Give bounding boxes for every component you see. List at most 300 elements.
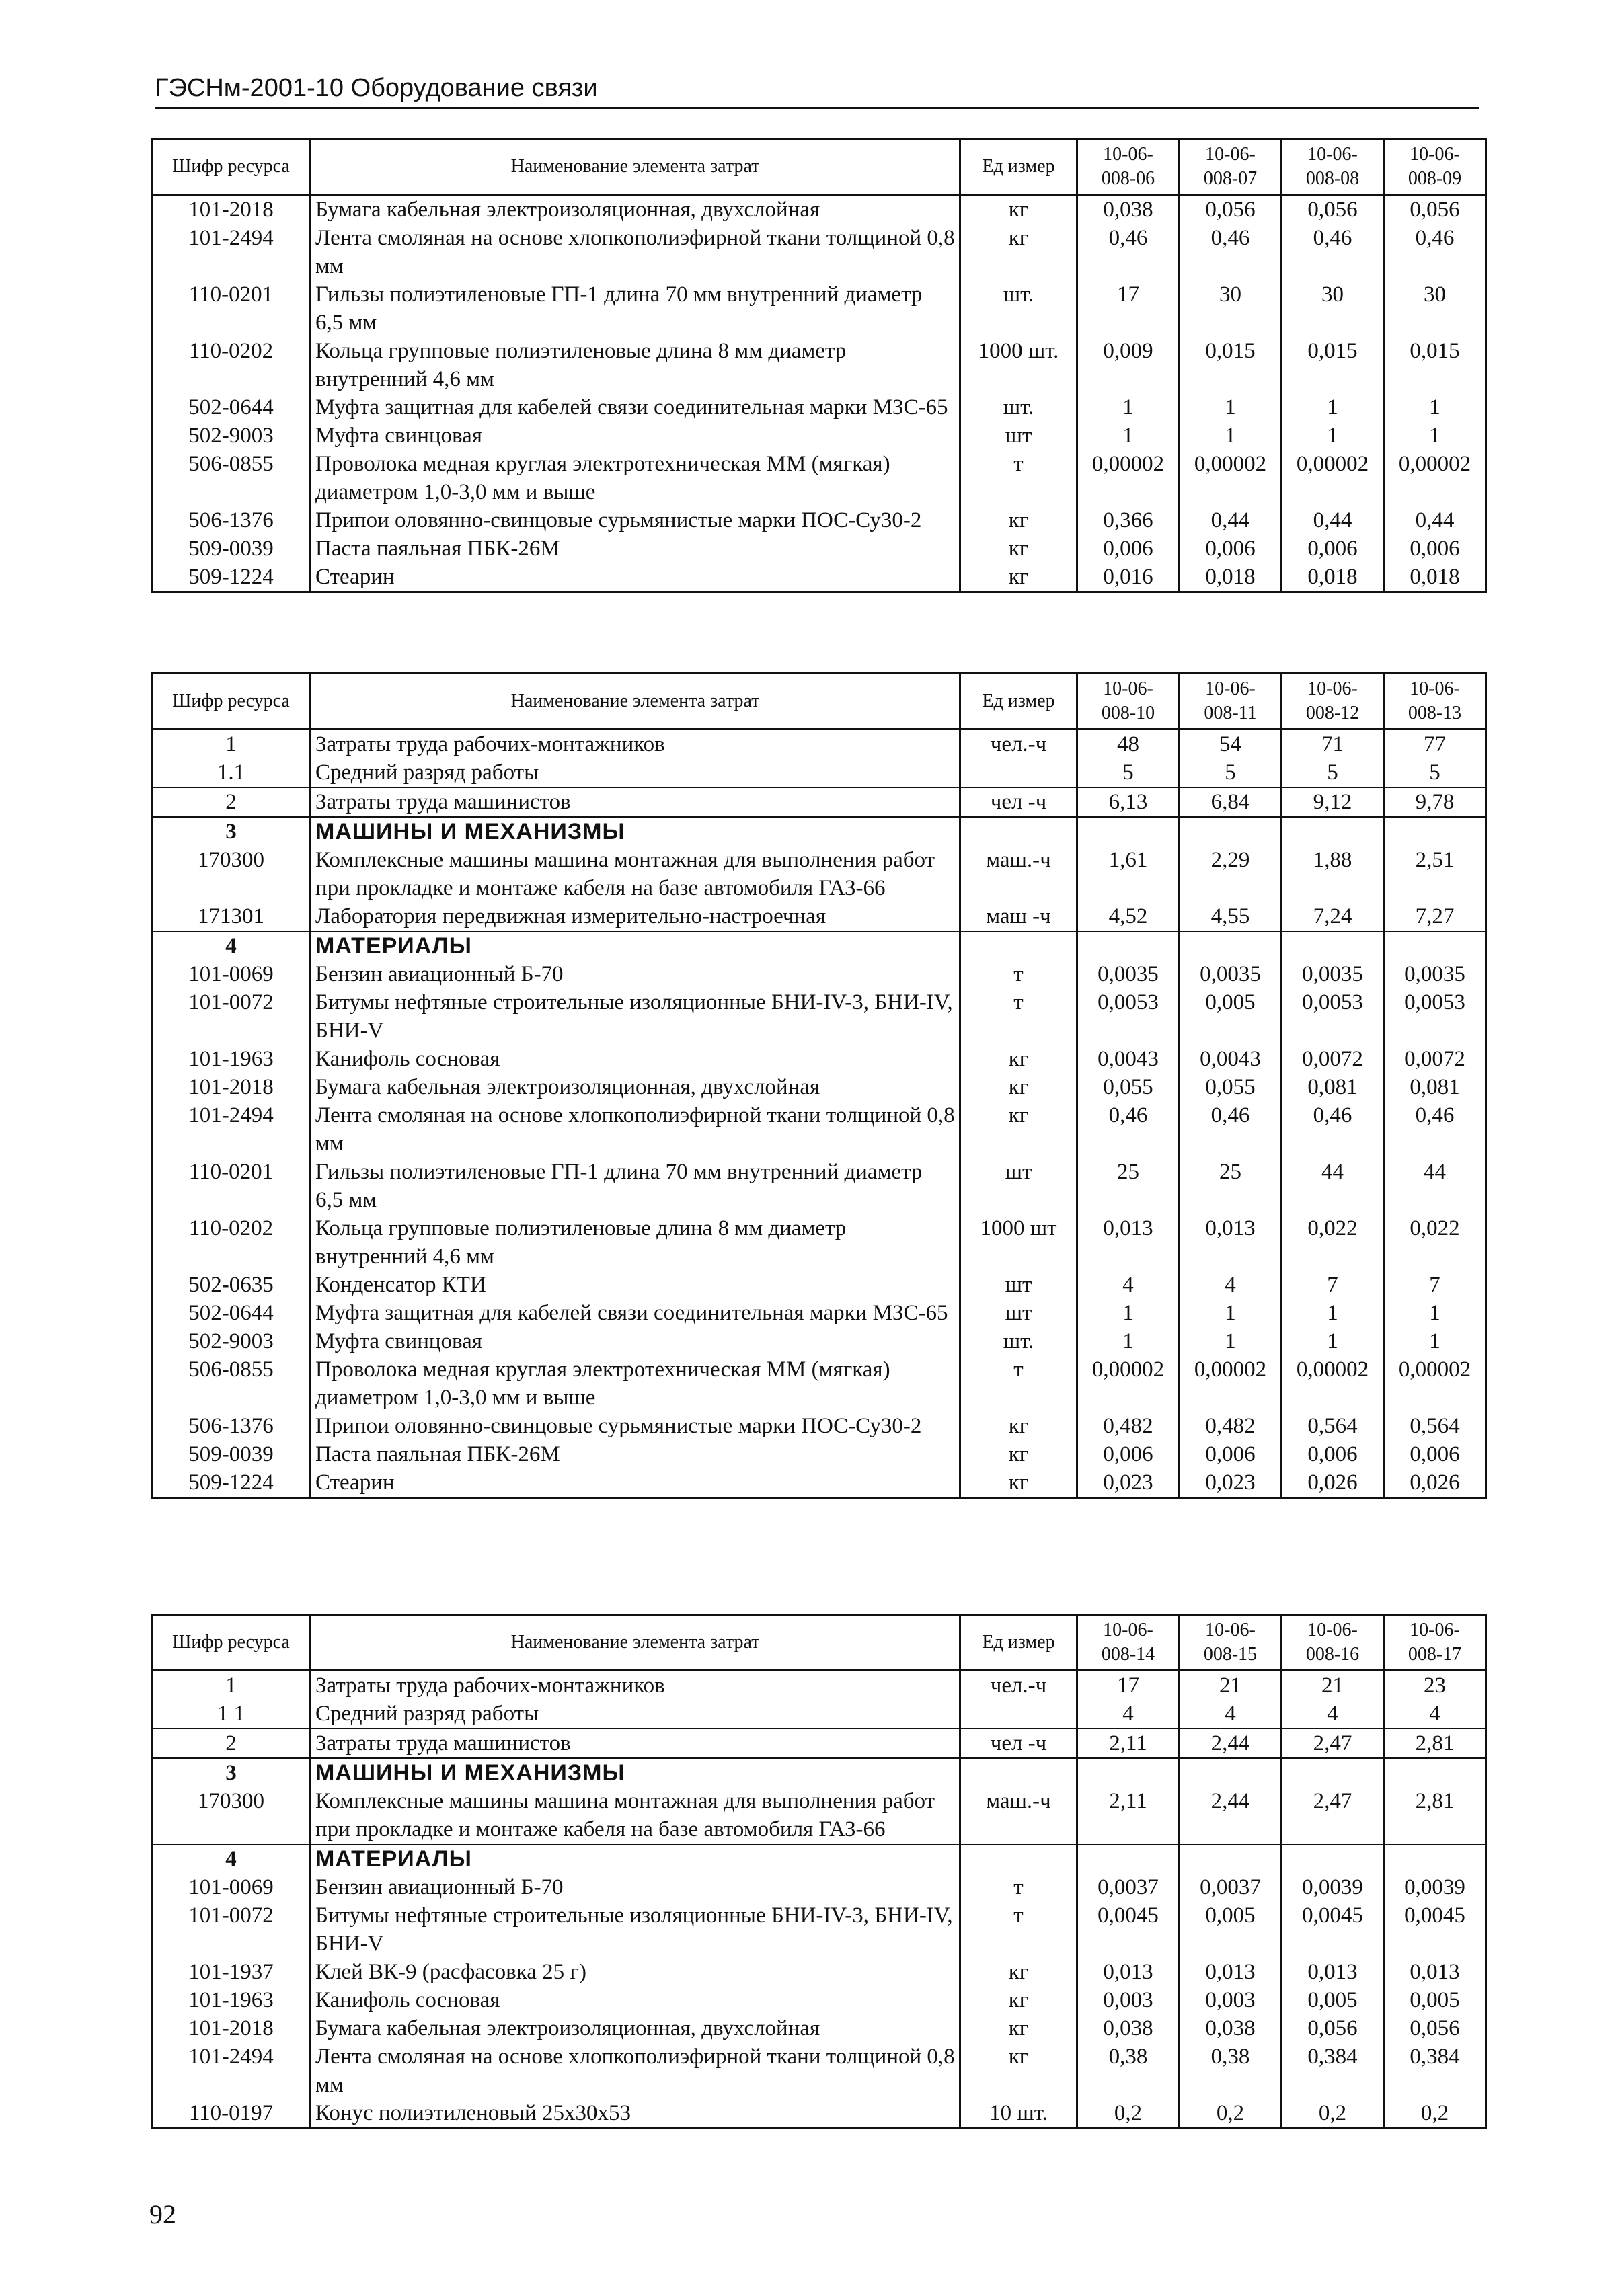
value-cell: 1 <box>1180 422 1282 450</box>
value-cell: 0,44 <box>1180 506 1282 535</box>
unit-cell: т <box>960 1873 1077 1901</box>
value-cell: 0,055 <box>1077 1073 1180 1101</box>
unit-cell: кг <box>960 1986 1077 2014</box>
resource-name: Битумы нефтяные строительные изоляционные БНИ-IV-3, БНИ-IV, БНИ-V <box>311 988 960 1045</box>
value-cell: 4 <box>1282 1700 1384 1729</box>
resource-code: 101-2494 <box>152 224 311 280</box>
resource-name: Битумы нефтяные строительные изоляционные БНИ-IV-3, БНИ-IV, БНИ-V <box>311 1901 960 1958</box>
value-cell: 4 <box>1077 1271 1180 1299</box>
value-cell: 2,11 <box>1077 1729 1180 1758</box>
value-cell: 4,52 <box>1077 902 1180 931</box>
resource-name: МАШИНЫ И МЕХАНИЗМЫ <box>311 1758 960 1787</box>
value-cell: 0,0072 <box>1282 1045 1384 1073</box>
table-row <box>152 846 1486 902</box>
resource-code: 110-0202 <box>152 1214 311 1271</box>
unit-cell: т <box>960 988 1077 1045</box>
unit-cell: шт <box>960 1299 1077 1327</box>
value-cell: 0,0045 <box>1282 1901 1384 1958</box>
unit-cell: кг <box>960 195 1077 225</box>
value-cell: 0,384 <box>1282 2043 1384 2099</box>
header-norm-code: 10-06- 008-14 <box>1077 1615 1180 1671</box>
value-cell: 1 <box>1077 1327 1180 1355</box>
value-cell: 0,46 <box>1384 1101 1486 1158</box>
resource-name: Паста паяльная ПБК-26М <box>311 1440 960 1468</box>
value-cell: 1 <box>1282 422 1384 450</box>
table-row <box>152 1299 1486 1327</box>
resource-code: 101-2018 <box>152 2014 311 2043</box>
resource-name: Бумага кабельная электроизоляционная, двухслойная <box>311 2014 960 2043</box>
value-cell: 9,12 <box>1282 787 1384 817</box>
table-row <box>152 1440 1486 1468</box>
header-norm-code: 10-06- 008-07 <box>1180 139 1282 195</box>
value-cell: 77 <box>1384 729 1486 759</box>
resource-name: Лента смоляная на основе хлопкополиэфирной ткани толщиной 0,8 мм <box>311 2043 960 2099</box>
value-cell: 0,46 <box>1077 224 1180 280</box>
value-cell: 0,023 <box>1077 1468 1180 1498</box>
value-cell: 9,78 <box>1384 787 1486 817</box>
value-cell: 1,61 <box>1077 846 1180 902</box>
header-name: Наименование элемента затрат <box>311 674 960 729</box>
unit-cell: 1000 шт <box>960 1214 1077 1271</box>
value-cell: 1 <box>1282 393 1384 422</box>
value-cell: 0,0039 <box>1282 1873 1384 1901</box>
unit-cell: кг <box>960 535 1077 563</box>
value-cell: 2,47 <box>1282 1729 1384 1758</box>
section-row <box>152 1844 1486 1873</box>
resource-code: 101-2494 <box>152 1101 311 1158</box>
section-row <box>152 817 1486 846</box>
value-cell <box>1282 1844 1384 1873</box>
value-cell: 25 <box>1077 1158 1180 1214</box>
table-row <box>152 1355 1486 1412</box>
unit-cell: чел -ч <box>960 1729 1077 1758</box>
unit-cell: чел.-ч <box>960 729 1077 759</box>
value-cell: 1,88 <box>1282 846 1384 902</box>
value-cell: 17 <box>1077 1671 1180 1700</box>
value-cell: 0,00002 <box>1180 450 1282 506</box>
resource-code: 101-2018 <box>152 195 311 225</box>
resource-name: Бумага кабельная электроизоляционная, двухслойная <box>311 195 960 225</box>
value-cell: 0,018 <box>1180 563 1282 592</box>
value-cell: 0,016 <box>1077 563 1180 592</box>
value-cell <box>1180 931 1282 960</box>
resource-name: МАШИНЫ И МЕХАНИЗМЫ <box>311 817 960 846</box>
value-cell: 0,2 <box>1282 2099 1384 2129</box>
value-cell: 2,11 <box>1077 1787 1180 1844</box>
value-cell <box>1077 1758 1180 1787</box>
resource-name: Муфта защитная для кабелей связи соединительная марки МЗС-65 <box>311 1299 960 1327</box>
value-cell: 30 <box>1282 280 1384 337</box>
value-cell: 0,005 <box>1282 1986 1384 2014</box>
value-cell: 21 <box>1180 1671 1282 1700</box>
resource-code: 101-2494 <box>152 2043 311 2099</box>
value-cell: 4 <box>1180 1700 1282 1729</box>
value-cell: 0,0035 <box>1384 960 1486 988</box>
header-norm-code: 10-06- 008-15 <box>1180 1615 1282 1671</box>
value-cell: 0,46 <box>1180 224 1282 280</box>
value-cell: 0,2 <box>1077 2099 1180 2129</box>
header-norm-code: 10-06- 008-12 <box>1282 674 1384 729</box>
table-row <box>152 1158 1486 1214</box>
value-cell: 4,55 <box>1180 902 1282 931</box>
table-row <box>152 1671 1486 1700</box>
value-cell: 0,00002 <box>1077 450 1180 506</box>
value-cell: 6,13 <box>1077 787 1180 817</box>
unit-cell: шт. <box>960 1327 1077 1355</box>
value-cell: 0,006 <box>1077 535 1180 563</box>
table-row <box>152 988 1486 1045</box>
resource-code: 506-0855 <box>152 450 311 506</box>
resource-code: 1 1 <box>152 1700 311 1729</box>
header-code: Шифр ресурса <box>152 674 311 729</box>
table-row <box>152 902 1486 931</box>
table-row <box>152 1327 1486 1355</box>
table-row <box>152 1901 1486 1958</box>
value-cell: 0,056 <box>1384 195 1486 225</box>
resource-name: Муфта свинцовая <box>311 422 960 450</box>
resource-name: Лента смоляная на основе хлопкополиэфирной ткани толщиной 0,8 мм <box>311 1101 960 1158</box>
value-cell <box>1282 1758 1384 1787</box>
resource-code: 1 <box>152 729 311 759</box>
header-row <box>152 1615 1486 1671</box>
unit-cell <box>960 1758 1077 1787</box>
table-row <box>152 337 1486 393</box>
unit-cell: кг <box>960 563 1077 592</box>
unit-cell: шт <box>960 1271 1077 1299</box>
table-row <box>152 450 1486 506</box>
table-row <box>152 1787 1486 1844</box>
resource-name: Лента смоляная на основе хлопкополиэфирной ткани толщиной 0,8 мм <box>311 224 960 280</box>
value-cell <box>1282 931 1384 960</box>
unit-cell: маш -ч <box>960 902 1077 931</box>
value-cell: 48 <box>1077 729 1180 759</box>
resource-name: Затраты труда машинистов <box>311 787 960 817</box>
resource-name: Клей ВК-9 (расфасовка 25 г) <box>311 1958 960 1986</box>
value-cell: 2,81 <box>1384 1787 1486 1844</box>
value-cell: 0,015 <box>1282 337 1384 393</box>
unit-cell: шт. <box>960 393 1077 422</box>
value-cell: 7 <box>1282 1271 1384 1299</box>
resource-code: 4 <box>152 931 311 960</box>
header-norm-code: 10-06- 008-13 <box>1384 674 1486 729</box>
resource-name: Средний разряд работы <box>311 1700 960 1729</box>
value-cell: 1 <box>1282 1327 1384 1355</box>
header-norm-code: 10-06- 008-09 <box>1384 139 1486 195</box>
value-cell: 1 <box>1384 1299 1486 1327</box>
value-cell: 0,0053 <box>1282 988 1384 1045</box>
value-cell: 0,564 <box>1384 1412 1486 1440</box>
header-norm-code: 10-06- 008-10 <box>1077 674 1180 729</box>
table-row <box>152 1700 1486 1729</box>
resource-code: 110-0201 <box>152 1158 311 1214</box>
resource-name: Гильзы полиэтиленовые ГП-1 длина 70 мм внутренний диаметр 6,5 мм <box>311 280 960 337</box>
unit-cell: чел.-ч <box>960 1671 1077 1700</box>
resource-code: 502-0644 <box>152 1299 311 1327</box>
value-cell: 0,38 <box>1180 2043 1282 2099</box>
value-cell: 0,081 <box>1282 1073 1384 1101</box>
header-name: Наименование элемента затрат <box>311 139 960 195</box>
value-cell <box>1282 817 1384 846</box>
value-cell: 54 <box>1180 729 1282 759</box>
unit-cell: т <box>960 1355 1077 1412</box>
value-cell: 0,0043 <box>1077 1045 1180 1073</box>
value-cell: 0,00002 <box>1282 450 1384 506</box>
table-row <box>152 787 1486 817</box>
unit-cell <box>960 1700 1077 1729</box>
value-cell: 0,026 <box>1282 1468 1384 1498</box>
unit-cell: чел -ч <box>960 787 1077 817</box>
header-norm-code: 10-06- 008-17 <box>1384 1615 1486 1671</box>
value-cell: 0,366 <box>1077 506 1180 535</box>
value-cell: 2,51 <box>1384 846 1486 902</box>
value-cell: 2,81 <box>1384 1729 1486 1758</box>
unit-cell <box>960 758 1077 787</box>
unit-cell: т <box>960 1901 1077 1958</box>
resource-name: Кольца групповые полиэтиленовые длина 8 мм диаметр внутренний 4,6 мм <box>311 337 960 393</box>
value-cell: 0,46 <box>1282 224 1384 280</box>
value-cell: 4 <box>1077 1700 1180 1729</box>
value-cell: 1 <box>1077 1299 1180 1327</box>
value-cell: 30 <box>1180 280 1282 337</box>
unit-cell: кг <box>960 506 1077 535</box>
value-cell: 0,055 <box>1180 1073 1282 1101</box>
value-cell: 0,0053 <box>1384 988 1486 1045</box>
resource-name: Стеарин <box>311 1468 960 1498</box>
resource-name: Припои оловянно-свинцовые сурьмянистые марки ПОС-Су30-2 <box>311 506 960 535</box>
value-cell: 0,44 <box>1384 506 1486 535</box>
resource-code: 2 <box>152 787 311 817</box>
value-cell: 0,0035 <box>1180 960 1282 988</box>
value-cell: 0,0039 <box>1384 1873 1486 1901</box>
table-row <box>152 506 1486 535</box>
resource-code: 101-1937 <box>152 1958 311 1986</box>
value-cell: 1 <box>1384 1327 1486 1355</box>
value-cell: 0,081 <box>1384 1073 1486 1101</box>
value-cell: 25 <box>1180 1158 1282 1214</box>
value-cell: 44 <box>1282 1158 1384 1214</box>
value-cell: 0,038 <box>1077 2014 1180 2043</box>
value-cell: 21 <box>1282 1671 1384 1700</box>
value-cell: 0,0037 <box>1180 1873 1282 1901</box>
value-cell: 0,006 <box>1384 1440 1486 1468</box>
value-cell: 0,482 <box>1180 1412 1282 1440</box>
value-cell: 0,005 <box>1180 1901 1282 1958</box>
table-row <box>152 1873 1486 1901</box>
resource-name: МАТЕРИАЛЫ <box>311 931 960 960</box>
table-row <box>152 195 1486 225</box>
resource-name: Затраты труда машинистов <box>311 1729 960 1758</box>
value-cell: 7 <box>1384 1271 1486 1299</box>
table-row <box>152 535 1486 563</box>
value-cell: 23 <box>1384 1671 1486 1700</box>
value-cell: 0,006 <box>1077 1440 1180 1468</box>
resource-name: Канифоль сосновая <box>311 1986 960 2014</box>
table-row <box>152 2099 1486 2129</box>
value-cell: 0,013 <box>1384 1958 1486 1986</box>
value-cell: 0,038 <box>1077 195 1180 225</box>
value-cell: 5 <box>1384 758 1486 787</box>
value-cell <box>1077 931 1180 960</box>
value-cell: 0,023 <box>1180 1468 1282 1498</box>
resource-name: Проволока медная круглая электротехническая ММ (мягкая) диаметром 1,0-3,0 мм и выше <box>311 1355 960 1412</box>
value-cell: 0,056 <box>1180 195 1282 225</box>
section-row <box>152 1758 1486 1787</box>
value-cell <box>1384 931 1486 960</box>
value-cell: 0,026 <box>1384 1468 1486 1498</box>
value-cell <box>1384 1844 1486 1873</box>
value-cell: 0,384 <box>1384 2043 1486 2099</box>
resource-name: Припои оловянно-свинцовые сурьмянистые марки ПОС-Су30-2 <box>311 1412 960 1440</box>
value-cell: 0,46 <box>1077 1101 1180 1158</box>
resource-code: 4 <box>152 1844 311 1873</box>
value-cell: 1 <box>1282 1299 1384 1327</box>
value-cell: 0,005 <box>1384 1986 1486 2014</box>
resource-code: 506-1376 <box>152 506 311 535</box>
value-cell: 0,44 <box>1282 506 1384 535</box>
value-cell: 0,022 <box>1384 1214 1486 1271</box>
resource-code: 3 <box>152 817 311 846</box>
resource-name: Комплексные машины машина монтажная для выполнения работ при прокладке и монтаже кабеля на базе автомобиля ГАЗ-66 <box>311 1787 960 1844</box>
value-cell: 0,022 <box>1282 1214 1384 1271</box>
resource-name: Муфта свинцовая <box>311 1327 960 1355</box>
unit-cell: кг <box>960 2014 1077 2043</box>
value-cell <box>1180 1758 1282 1787</box>
unit-cell: маш.-ч <box>960 846 1077 902</box>
value-cell: 2,44 <box>1180 1729 1282 1758</box>
unit-cell <box>960 1844 1077 1873</box>
value-cell: 0,003 <box>1180 1986 1282 2014</box>
resource-code: 509-0039 <box>152 1440 311 1468</box>
value-cell: 4 <box>1384 1700 1486 1729</box>
value-cell: 7,24 <box>1282 902 1384 931</box>
value-cell: 0,056 <box>1282 2014 1384 2043</box>
value-cell: 0,056 <box>1384 2014 1486 2043</box>
resource-table-3 <box>151 1614 1487 2129</box>
unit-cell: 1000 шт. <box>960 337 1077 393</box>
resource-code: 110-0202 <box>152 337 311 393</box>
header-name: Наименование элемента затрат <box>311 1615 960 1671</box>
resource-code: 101-2018 <box>152 1073 311 1101</box>
unit-cell: кг <box>960 1045 1077 1073</box>
header-row <box>152 139 1486 195</box>
page-title: ГЭСНм-2001-10 Оборудование связи <box>155 74 598 102</box>
value-cell: 0,46 <box>1384 224 1486 280</box>
value-cell: 0,00002 <box>1384 450 1486 506</box>
resource-name: Конус полиэтиленовый 25х30х53 <box>311 2099 960 2129</box>
value-cell <box>1384 1758 1486 1787</box>
value-cell: 17 <box>1077 280 1180 337</box>
resource-code: 101-1963 <box>152 1986 311 2014</box>
value-cell: 0,013 <box>1077 1958 1180 1986</box>
table-row <box>152 280 1486 337</box>
resource-name: Бензин авиационный Б-70 <box>311 1873 960 1901</box>
value-cell: 0,0045 <box>1384 1901 1486 1958</box>
value-cell: 1 <box>1384 393 1486 422</box>
section-row <box>152 931 1486 960</box>
value-cell: 44 <box>1384 1158 1486 1214</box>
page-number: 92 <box>149 2199 176 2229</box>
value-cell: 0,005 <box>1180 988 1282 1045</box>
resource-code: 170300 <box>152 1787 311 1844</box>
resource-name: Бензин авиационный Б-70 <box>311 960 960 988</box>
header-unit: Ед измер <box>960 674 1077 729</box>
value-cell: 0,013 <box>1180 1958 1282 1986</box>
table-row <box>152 1412 1486 1440</box>
resource-code: 3 <box>152 1758 311 1787</box>
table-row <box>152 1468 1486 1498</box>
table-row <box>152 1214 1486 1271</box>
value-cell: 1 <box>1180 1299 1282 1327</box>
header-norm-code: 10-06- 008-16 <box>1282 1615 1384 1671</box>
table-row <box>152 393 1486 422</box>
table-row <box>152 1073 1486 1101</box>
value-cell: 0,38 <box>1077 2043 1180 2099</box>
unit-cell: кг <box>960 1101 1077 1158</box>
resource-table-2 <box>151 672 1487 1499</box>
value-cell: 0,006 <box>1282 535 1384 563</box>
header-code: Шифр ресурса <box>152 139 311 195</box>
unit-cell: кг <box>960 2043 1077 2099</box>
table-row <box>152 1101 1486 1158</box>
resource-name: Комплексные машины машина монтажная для выполнения работ при прокладке и монтаже кабеля на базе автомобиля ГАЗ-66 <box>311 846 960 902</box>
value-cell: 0,0037 <box>1077 1873 1180 1901</box>
table-row <box>152 563 1486 592</box>
value-cell: 0,0045 <box>1077 1901 1180 1958</box>
value-cell: 6,84 <box>1180 787 1282 817</box>
value-cell: 1 <box>1384 422 1486 450</box>
resource-code: 170300 <box>152 846 311 902</box>
value-cell: 2,29 <box>1180 846 1282 902</box>
resource-code: 502-0644 <box>152 393 311 422</box>
value-cell: 0,006 <box>1180 1440 1282 1468</box>
unit-cell: кг <box>960 1468 1077 1498</box>
value-cell: 0,46 <box>1282 1101 1384 1158</box>
table-row <box>152 224 1486 280</box>
table-row <box>152 1958 1486 1986</box>
value-cell: 0,2 <box>1180 2099 1282 2129</box>
resource-code: 101-0072 <box>152 988 311 1045</box>
value-cell <box>1384 817 1486 846</box>
resource-code: 509-1224 <box>152 563 311 592</box>
resource-code: 110-0201 <box>152 280 311 337</box>
value-cell: 0,018 <box>1384 563 1486 592</box>
unit-cell: 10 шт. <box>960 2099 1077 2129</box>
resource-code: 509-1224 <box>152 1468 311 1498</box>
value-cell: 0,00002 <box>1180 1355 1282 1412</box>
unit-cell: т <box>960 960 1077 988</box>
value-cell: 0,0072 <box>1384 1045 1486 1073</box>
value-cell: 7,27 <box>1384 902 1486 931</box>
resource-code: 101-0069 <box>152 960 311 988</box>
unit-cell: т <box>960 450 1077 506</box>
resource-name: Проволока медная круглая электротехническая ММ (мягкая) диаметром 1,0-3,0 мм и выше <box>311 450 960 506</box>
value-cell: 0,015 <box>1384 337 1486 393</box>
header-code: Шифр ресурса <box>152 1615 311 1671</box>
resource-code: 101-0072 <box>152 1901 311 1958</box>
resource-name: Лаборатория передвижная измерительно-настроечная <box>311 902 960 931</box>
value-cell <box>1077 817 1180 846</box>
resource-code: 1 <box>152 1671 311 1700</box>
header-norm-code: 10-06- 008-11 <box>1180 674 1282 729</box>
resource-code: 502-0635 <box>152 1271 311 1299</box>
resource-name: Конденсатор КТИ <box>311 1271 960 1299</box>
unit-cell: кг <box>960 1073 1077 1101</box>
value-cell: 0,056 <box>1282 195 1384 225</box>
value-cell: 0,018 <box>1282 563 1384 592</box>
table-row <box>152 2014 1486 2043</box>
value-cell: 0,038 <box>1180 2014 1282 2043</box>
value-cell: 0,0035 <box>1077 960 1180 988</box>
